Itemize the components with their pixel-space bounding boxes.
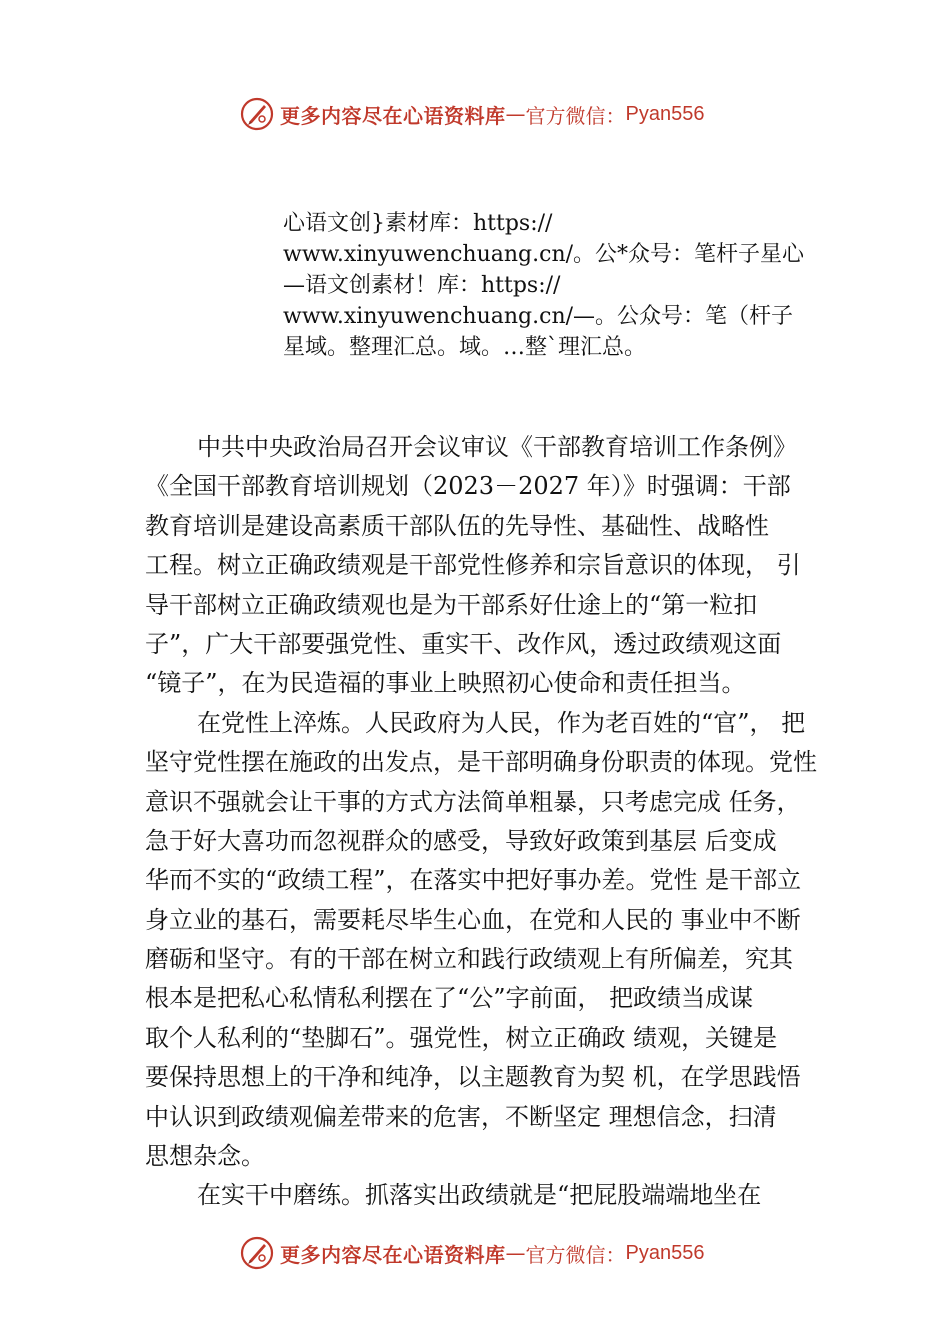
paragraph-line: 中认识到政绩观偏差带来的危害，不断坚定 理想信念，扫清 bbox=[145, 1102, 777, 1131]
paragraph-line: 根本是把私心私情私利摆在了“公”字前面， 把政绩当成谋 bbox=[145, 984, 754, 1013]
paragraph-line: 身立业的基石，需要耗尽毕生心血，在党和人民的 事业中不断 bbox=[145, 905, 801, 934]
paragraph-line: 工程。树立正确政绩观是干部党性修养和宗旨意识的体现， 引 bbox=[145, 551, 801, 580]
paragraph-line: 在党性上淬炼。人民政府为人民，作为老百姓的“官”， 把 bbox=[197, 708, 806, 737]
paragraph-line: 中共中央政治局召开会议审议《干部教育培训工作条例》 bbox=[197, 433, 797, 461]
paragraph-line: 要保持思想上的干净和纯净，以主题教育为契 机，在学思践悟 bbox=[145, 1063, 801, 1092]
banner-main-text: 更多内容尽在心语资料库 bbox=[280, 1242, 506, 1267]
paragraph-line: 意识不强就会让干事的方式方法简单粗暴，只考虑完成 任务， bbox=[145, 787, 801, 816]
ad-line: —语文创素材！库：https:// bbox=[283, 273, 561, 298]
footer-banner bbox=[240, 1233, 704, 1273]
banner-wechat-id: Pyan556 bbox=[625, 102, 705, 125]
banner-wechat-id: Pyan556 bbox=[625, 1241, 705, 1264]
article-body bbox=[145, 428, 835, 1216]
ad-line: 心语文创}素材库：https:// bbox=[283, 211, 553, 236]
paragraph-line: 《全国干部教育培训规划（2023－2027 年）》时强调：干部 bbox=[145, 472, 791, 501]
paragraph-line: “镜子”，在为民造福的事业上映照初心使命和责任担当。 bbox=[145, 669, 746, 698]
banner-separator: — bbox=[505, 1241, 526, 1265]
ad-line: www.xinyuwenchuang.cn/—。公众号：笔（杆子 bbox=[283, 304, 794, 329]
quill-logo-icon bbox=[240, 97, 274, 131]
paragraph-line: 取个人私利的“垫脚石”。强党性，树立正确政 绩观，关键是 bbox=[145, 1023, 778, 1052]
paragraph-line: 导干部树立正确政绩观也是为干部系好仕途上的“第一粒扣 bbox=[145, 590, 758, 619]
paragraph-line: 磨砺和坚守。有的干部在树立和践行政绩观上有所偏差，究其 bbox=[145, 945, 793, 974]
ad-line: 星域。整理汇总。域。…整`理汇总。 bbox=[283, 335, 647, 360]
paragraph-line: 华而不实的“政绩工程”，在落实中把好事办差。党性 是干部立 bbox=[145, 866, 802, 895]
paragraph-line: 坚守党性摆在施政的出发点，是干部明确身份职责的体现。党性 bbox=[145, 748, 817, 777]
quill-logo-icon bbox=[240, 1236, 274, 1270]
paragraph-line: 教育培训是建设高素质干部队伍的先导性、基础性、战略性 bbox=[145, 511, 769, 540]
header-banner bbox=[240, 94, 704, 134]
banner-wechat-label: 官方微信： bbox=[525, 1242, 626, 1267]
paragraph-line: 子”，广大干部要强党性、重实干、改作风，透过政绩观这面 bbox=[145, 629, 782, 658]
ad-text-block bbox=[283, 208, 839, 363]
paragraph-line: 思想杂念。 bbox=[145, 1142, 265, 1171]
banner-separator: — bbox=[505, 102, 526, 126]
ad-line: www.xinyuwenchuang.cn/。公*众号：笔杆子星心 bbox=[283, 242, 805, 267]
paragraph-line: 在实干中磨练。抓落实出政绩就是“把屁股端端地坐在 bbox=[197, 1181, 762, 1210]
banner-wechat-label: 官方微信： bbox=[525, 103, 626, 128]
banner-main-text: 更多内容尽在心语资料库 bbox=[280, 103, 506, 128]
paragraph-line: 急于好大喜功而忽视群众的感受，导致好政策到基层 后变成 bbox=[145, 826, 777, 855]
